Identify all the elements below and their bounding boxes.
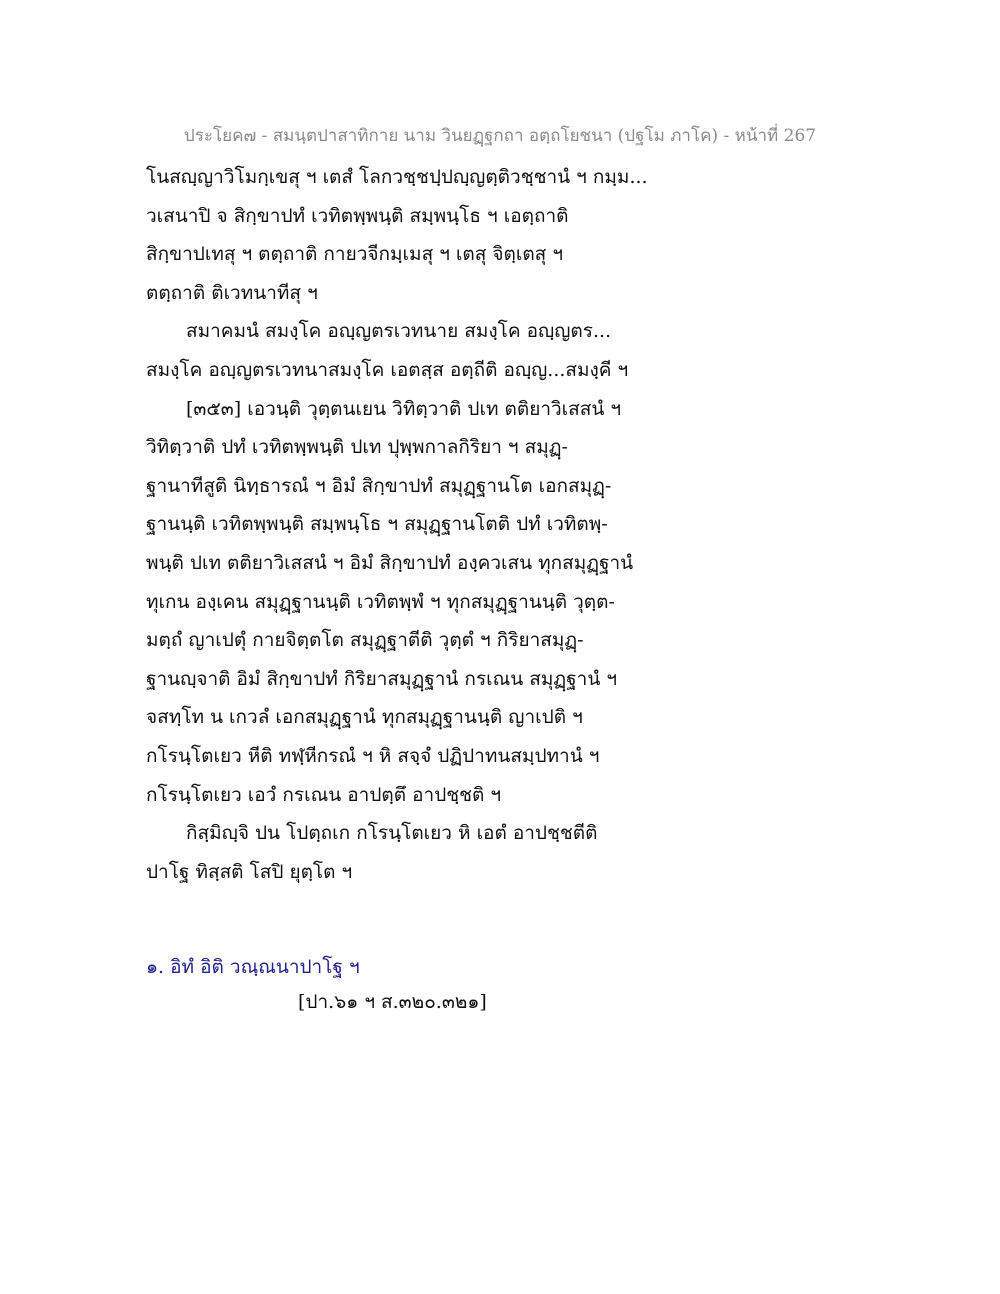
text-line: กิสฺมิญฺจิ ปน โปตฺถเก กโรนฺโตเยว หิ เอตํ อาปชฺชตีติ: [186, 822, 598, 845]
footnote: ๑. อิทํ อิติ วณฺณนาปาโฐ ฯ: [146, 956, 360, 978]
text-line: ทุเกน องฺเคน สมุฏฺฐานนฺติ เวทิตพฺพํ ฯ ทุกสมุฏฺฐานนฺติ วุตฺต-: [146, 590, 615, 613]
text-line: กโรนฺโตเยว เอวํ กรเณน อาปตฺตึ อาปชฺชติ ฯ: [146, 783, 502, 806]
main-text: [146, 158, 706, 891]
text-line: ฐานาทีสูติ นิทฺธารณํ ฯ อิมํ สิกฺขาปทํ สมุฏฺฐานโต เอกสมุฏฺ-: [146, 474, 612, 497]
text-line: วเสนาปิ จ สิกฺขาปทํ เวทิตพฺพนฺติ สมฺพนฺโธ ฯ เอตฺถาติ: [146, 204, 569, 227]
text-line: สิกฺขาปเทสุ ฯ ตตฺถาติ กายวจีกมฺเมสุ ฯ เตสุ จิตฺเตสุ ฯ: [146, 243, 563, 266]
text-line: [๓๕๓] เอวนฺติ วุตฺตนเยน วิทิตฺวาติ ปเท ตติยาวิเสสนํ ฯ: [186, 397, 622, 420]
text-line: สมาคมนํ สมงฺโค อญฺญตรเวทนาย สมงฺโค อญฺญตร...: [186, 320, 612, 343]
text-line: ปาโฐ ทิสฺสติ โสปิ ยุตฺโต ฯ: [146, 860, 353, 883]
text-line: วิทิตฺวาติ ปทํ เวทิตพฺพนฺติ ปเท ปุพฺพกาลกิริยา ฯ สมุฏฺ-: [146, 436, 568, 459]
text-line: สมงฺโค อญฺญตรเวทนาสมงฺโค เอตสฺส อตฺถีติ อญฺญ...สมงฺคี ฯ: [146, 358, 629, 381]
text-line: จสทฺโท น เกวลํ เอกสมุฏฺฐานํ ทุกสมุฏฺฐานนฺติ ญาเปติ ฯ: [146, 706, 583, 729]
text-line: โนสญฺญาวิโมกฺเขสุ ฯ เตสํ โลกวชฺชปฺปญฺญตฺติวชฺชานํ ฯ กมฺม...: [146, 166, 648, 188]
page-reference: [ปา.๖๑ ฯ ส.๓๒๐.๓๒๑]: [298, 991, 487, 1013]
text-line: ฐานญฺจาติ อิมํ สิกฺขาปทํ กิริยาสมุฏฺฐานํ กรเณน สมุฏฺฐานํ ฯ: [146, 667, 618, 690]
text-line: ตตฺถาติ ติเวทนาทีสุ ฯ: [146, 281, 318, 304]
text-line: มตฺถํ ญาเปตุํ กายจิตฺตโต สมุฏฺฐาตีติ วุตฺตํ ฯ กิริยาสมุฏฺ-: [146, 629, 584, 652]
page-header: ประโยค๗ - สมนฺตปาสาทิกาย นาม วินยฏฺฐกถา อตฺถโยชนา (ปฐโม ภาโค) - หน้าที่ 267: [183, 126, 817, 146]
text-line: ฐานนฺติ เวทิตพฺพนฺติ สมฺพนฺโธ ฯ สมุฏฺฐานโตติ ปทํ เวทิตพฺ-: [146, 513, 608, 536]
text-line: กโรนฺโตเยว หีติ ทฬฺหีกรณํ ฯ หิ สจฺจํ ปฏิปาทนสมฺปทานํ ฯ: [146, 744, 600, 767]
text-line: พนฺติ ปเท ตติยาวิเสสนํ ฯ อิมํ สิกฺขาปทํ องฺควเสน ทุกสมุฏฺฐานํ: [146, 551, 634, 574]
